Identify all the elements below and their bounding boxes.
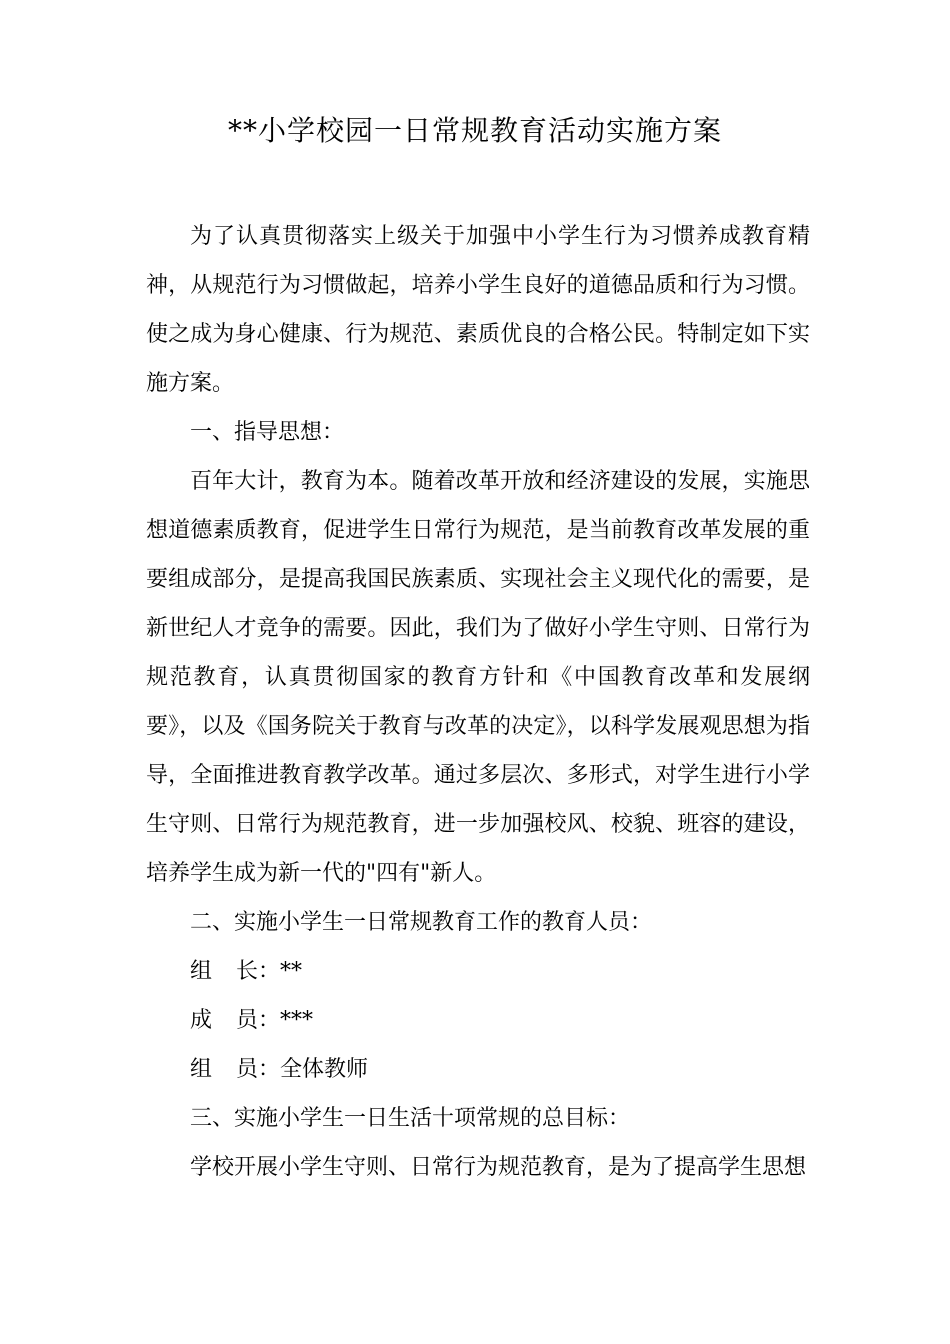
- roster-value: ：全体教师: [258, 1057, 369, 1082]
- section-1-paragraph: 百年大计，教育为本。随着改革开放和经济建设的发展，实施思想道德素质教育，促进学生日常行为规范，是当前教育改革发展的重要组成部分，是提高我国民族素质、实现社会主义现代化的需要，是新世纪人才竞争的需要。因此，我们为了做好小学生守则、日常行为规范教育，认真贯彻国家的教育方针和《中国教育改革和发展纲要》，以及《国务院关于教育与改革的决定》，以科学发展观思想为指导，全面推进教育教学改革。通过多层次、多形式，对学生进行小学生守则、日常行为规范教育，进一步加强校风、校貌、班容的建设，培养学生成为新一代的"四有"新人。: [146, 469, 810, 886]
- section-3-heading: 三、实施小学生一日生活十项常规的总目标：: [190, 1106, 631, 1131]
- roster-row-leader: [146, 947, 810, 996]
- document-body: [146, 212, 810, 1192]
- roster-label: 成 员: [190, 1008, 258, 1033]
- document-title: **小学校园一日常规教育活动实施方案: [227, 114, 722, 147]
- roster-row-members: [146, 996, 810, 1045]
- section-2-heading: 二、实施小学生一日常规教育工作的教育人员：: [190, 910, 653, 935]
- roster-label: 组 员: [190, 1057, 258, 1082]
- roster-value: ：**: [258, 959, 303, 984]
- section-3-paragraph: 学校开展小学生守则、日常行为规范教育，是为了提高学生思想: [190, 1155, 807, 1180]
- roster-row-staff: [146, 1045, 810, 1094]
- intro-paragraph: 为了认真贯彻落实上级关于加强中小学生行为习惯养成教育精神，从规范行为习惯做起，培养小学生良好的道德品质和行为习惯。使之成为身心健康、行为规范、素质优良的合格公民。特制定如下实施方案。: [146, 224, 810, 396]
- roster-label: 组 长: [190, 959, 258, 984]
- roster-value: ：***: [258, 1008, 314, 1033]
- section-1-heading: 一、指导思想：: [190, 420, 345, 445]
